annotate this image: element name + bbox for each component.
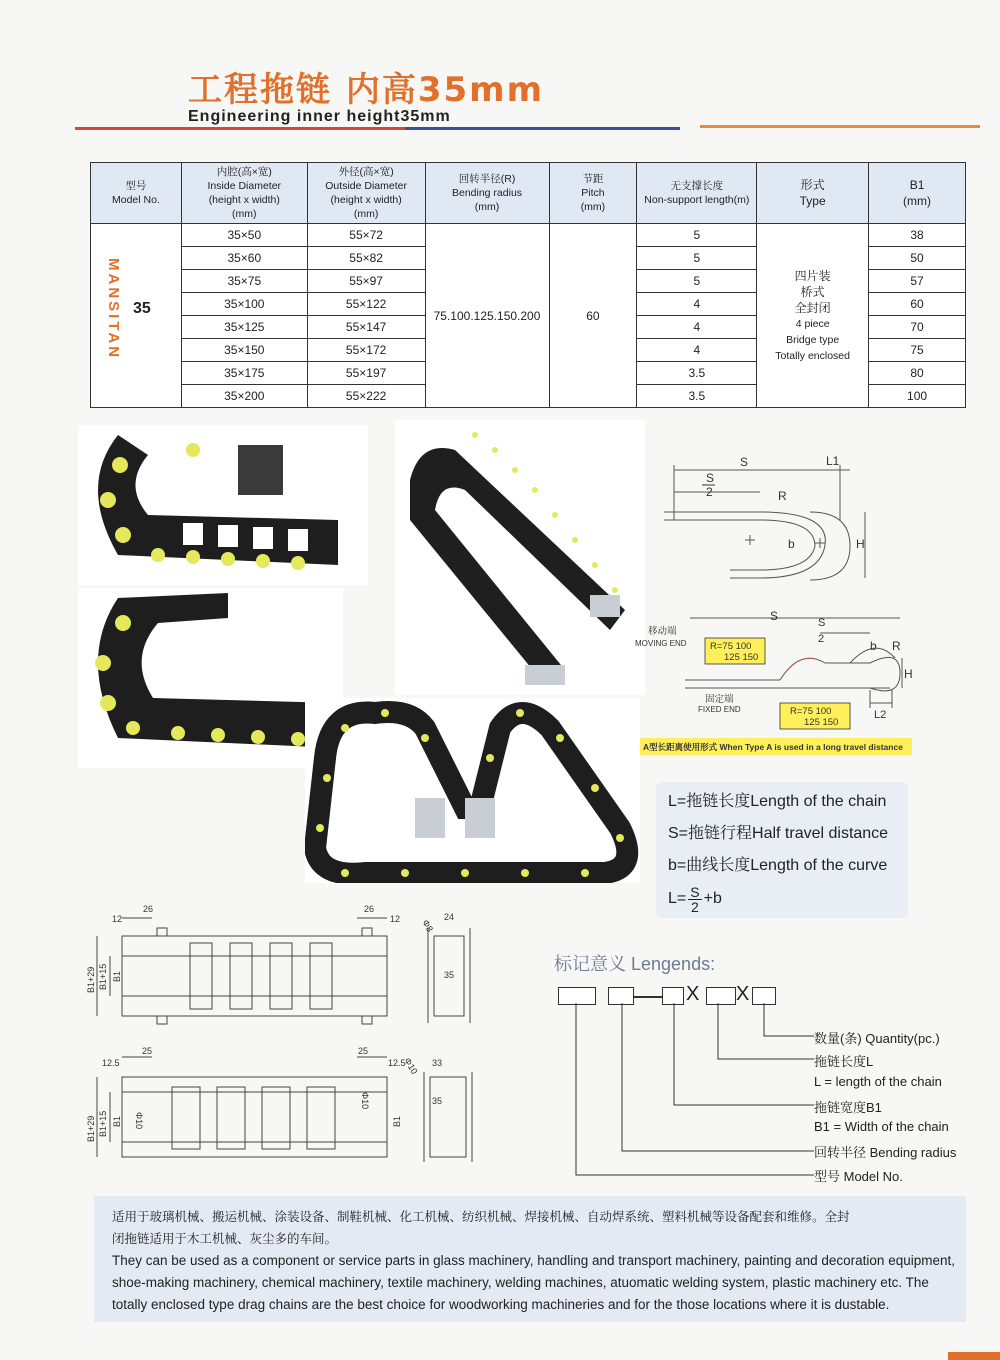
nonsupport-cell: 4 (637, 293, 757, 316)
model-cell (91, 224, 182, 408)
svg-text:H: H (856, 537, 865, 551)
title-rule-blue (405, 127, 680, 130)
table-header-row (91, 163, 966, 224)
nonsupport-cell: 5 (637, 224, 757, 247)
outside-cell: 55×82 (307, 247, 425, 270)
outside-cell: 55×172 (307, 339, 425, 362)
nonsupport-cell: 5 (637, 270, 757, 293)
svg-text:B1: B1 (392, 1115, 402, 1127)
nonsupport-cell: 3.5 (637, 362, 757, 385)
svg-text:2: 2 (818, 633, 825, 645)
chain-photo-2 (395, 420, 645, 695)
svg-text:S: S (818, 617, 826, 629)
svg-text:26: 26 (364, 904, 375, 914)
svg-text:Φ10: Φ10 (402, 1056, 420, 1076)
b1-cell: 70 (869, 316, 966, 339)
nonsupport-cell: 4 (637, 316, 757, 339)
code-dash (634, 996, 662, 998)
svg-text:移动端: 移动端 (648, 626, 677, 637)
desc-en-line2: shoe-making machinery, chemical machinery, textile machinery, welding machines, atuomatic welding system, plastic machinery etc. The (112, 1275, 929, 1290)
brand-label: MANSITAN (105, 258, 122, 361)
desc-cn-line1: 适用于玻璃机械、搬运机械、涂装设备、制鞋机械、化工机械、纺织机械、焊接机械、自动焊系统、塑料机械等设备配套和维修。全封 (112, 1210, 850, 1224)
svg-text:R: R (892, 639, 901, 653)
b1-cell: 57 (869, 270, 966, 293)
travel-diagram-bottom (630, 608, 920, 758)
legend-radius: 回转半径 Bending radius (814, 1145, 957, 1160)
svg-text:24: 24 (444, 912, 455, 922)
page-title-en: Engineering inner height35mm (188, 108, 451, 125)
svg-text:S: S (770, 609, 779, 623)
svg-text:Φ10: Φ10 (360, 1092, 370, 1110)
svg-text:R=75 100: R=75 100 (710, 641, 752, 652)
model-number: 35 (133, 300, 151, 317)
svg-text:12.5: 12.5 (102, 1058, 120, 1068)
svg-text:b: b (870, 639, 877, 653)
code-x-1: X (686, 983, 700, 1005)
svg-text:12: 12 (390, 914, 401, 924)
inside-cell: 35×75 (181, 270, 307, 293)
table-row (91, 224, 966, 247)
svg-text:R: R (778, 489, 787, 503)
formula-eq: L= $\frac{S}{2}$ +b (668, 883, 722, 915)
chain-photo-1 (78, 425, 368, 585)
header-outside: 外径(高×宽) Outside Diameter (height x width) (mm) (307, 163, 425, 224)
chain-photo-3 (78, 588, 343, 768)
header-model: 型号 Model No. (91, 163, 182, 224)
travel-diagram-top (660, 450, 880, 590)
b1-cell: 80 (869, 362, 966, 385)
svg-text:B1: B1 (112, 1115, 122, 1127)
header-type: 形式 Type (757, 163, 869, 224)
legend-width-cn: 拖链宽度B1 (814, 1100, 882, 1115)
svg-text:R=75 100: R=75 100 (790, 706, 832, 717)
svg-text:FIXED END: FIXED END (698, 705, 741, 714)
outside-cell: 55×122 (307, 293, 425, 316)
title-rule-orange (700, 125, 980, 128)
svg-text:26: 26 (143, 904, 154, 914)
legend-quantity: 数量(条) Quantity(pc.) (814, 1031, 940, 1046)
b1-cell: 60 (869, 293, 966, 316)
outside-cell: 55×97 (307, 270, 425, 293)
b1-cell: 50 (869, 247, 966, 270)
svg-text:MOVING END: MOVING END (635, 639, 687, 648)
svg-text:B1+29: B1+29 (86, 1115, 96, 1142)
svg-text:33: 33 (432, 1058, 443, 1068)
header-bending: 回转半径(R) Bending radius (mm) (425, 163, 549, 224)
svg-text:Φ8: Φ8 (420, 918, 436, 934)
legend-length-en: L = length of the chain (814, 1074, 942, 1089)
svg-text:L1: L1 (826, 454, 840, 468)
bending-radius-cell: 75.100.125.150.200 (425, 224, 549, 408)
inside-cell: 35×50 (181, 224, 307, 247)
svg-text:H: H (904, 667, 913, 681)
header-nonsupport: 无支撑长度 Non-support length(m) (637, 163, 757, 224)
header-inside: 内腔(高×宽) Inside Diameter (height x width) (mm) (181, 163, 307, 224)
svg-text:B1+15: B1+15 (98, 963, 108, 990)
inside-cell: 35×100 (181, 293, 307, 316)
svg-text:25: 25 (142, 1046, 153, 1056)
code-x-2: X (736, 983, 750, 1005)
outside-cell: 55×147 (307, 316, 425, 339)
desc-cn-line2: 闭拖链适用于木工机械、灰尘多的车间。 (112, 1232, 338, 1246)
application-description (94, 1196, 966, 1322)
b1-cell: 100 (869, 385, 966, 408)
tech-drawing-enclosed (82, 898, 482, 1038)
svg-text:B1: B1 (112, 970, 122, 982)
svg-text:L2: L2 (874, 709, 887, 721)
legend-title: 标记意义 Lengends: (554, 954, 716, 974)
page-title-cn: 工程拖链 内高35mm (188, 70, 545, 110)
legend-width-en: B1 = Width of the chain (814, 1119, 949, 1134)
svg-text:125 150: 125 150 (724, 652, 759, 663)
page-corner-mark (948, 1352, 1000, 1360)
svg-text:25: 25 (358, 1046, 369, 1056)
svg-text:35: 35 (444, 970, 455, 980)
title-rule-red (75, 127, 405, 130)
svg-text:固定端: 固定端 (705, 694, 734, 705)
svg-text:2: 2 (706, 485, 713, 499)
chain-photo-4 (305, 698, 640, 883)
tech-drawing-bridge (82, 1042, 482, 1172)
svg-text:12.5: 12.5 (388, 1058, 406, 1068)
inside-cell: 35×175 (181, 362, 307, 385)
inside-cell: 35×150 (181, 339, 307, 362)
outside-cell: 55×197 (307, 362, 425, 385)
svg-text:A型长距离使用形式 When Type A is used: A型长距离使用形式 When Type A is used in a long travel distance (643, 742, 903, 752)
legend-model: 型号 Model No. (814, 1169, 903, 1184)
b1-cell: 75 (869, 339, 966, 362)
svg-text:12: 12 (112, 914, 123, 924)
header-b1: B1 (mm) (869, 163, 966, 224)
svg-text:S: S (740, 455, 749, 469)
type-cell: 四片装 桥式 全封闭 4 piece Bridge type Totally enclosed (757, 224, 869, 408)
desc-en-line3: totally enclosed type drag chains are the best choice for woodworking machineries and for the those locations where it is dustable. (112, 1297, 890, 1312)
nonsupport-cell: 3.5 (637, 385, 757, 408)
header-pitch: 节距 Pitch (mm) (549, 163, 637, 224)
svg-text:35: 35 (432, 1096, 443, 1106)
legend-leaders (570, 1003, 820, 1183)
inside-cell: 35×125 (181, 316, 307, 339)
pitch-cell: 60 (549, 224, 637, 408)
legend-length-cn: 拖链长度L (814, 1054, 874, 1069)
outside-cell: 55×222 (307, 385, 425, 408)
svg-text:Φ10: Φ10 (134, 1112, 144, 1130)
svg-text:S: S (706, 471, 715, 485)
inside-cell: 35×200 (181, 385, 307, 408)
svg-text:B1+15: B1+15 (98, 1110, 108, 1137)
svg-text:125 150: 125 150 (804, 717, 839, 728)
outside-cell: 55×72 (307, 224, 425, 247)
b1-cell: 38 (869, 224, 966, 247)
spec-table (90, 162, 966, 408)
formula-s: S=拖链行程Half travel distance (668, 825, 889, 842)
formula-box (656, 782, 908, 918)
nonsupport-cell: 5 (637, 247, 757, 270)
formula-l: L=拖链长度Length of the chain (668, 793, 887, 810)
nonsupport-cell: 4 (637, 339, 757, 362)
svg-text:b: b (788, 537, 795, 551)
desc-en-line1: They can be used as a component or service parts in glass machinery, handling and transport machinery, painting and decoration equipment, (112, 1253, 955, 1268)
svg-text:B1+29: B1+29 (86, 966, 96, 993)
inside-cell: 35×60 (181, 247, 307, 270)
formula-b: b=曲线长度Length of the curve (668, 857, 888, 874)
